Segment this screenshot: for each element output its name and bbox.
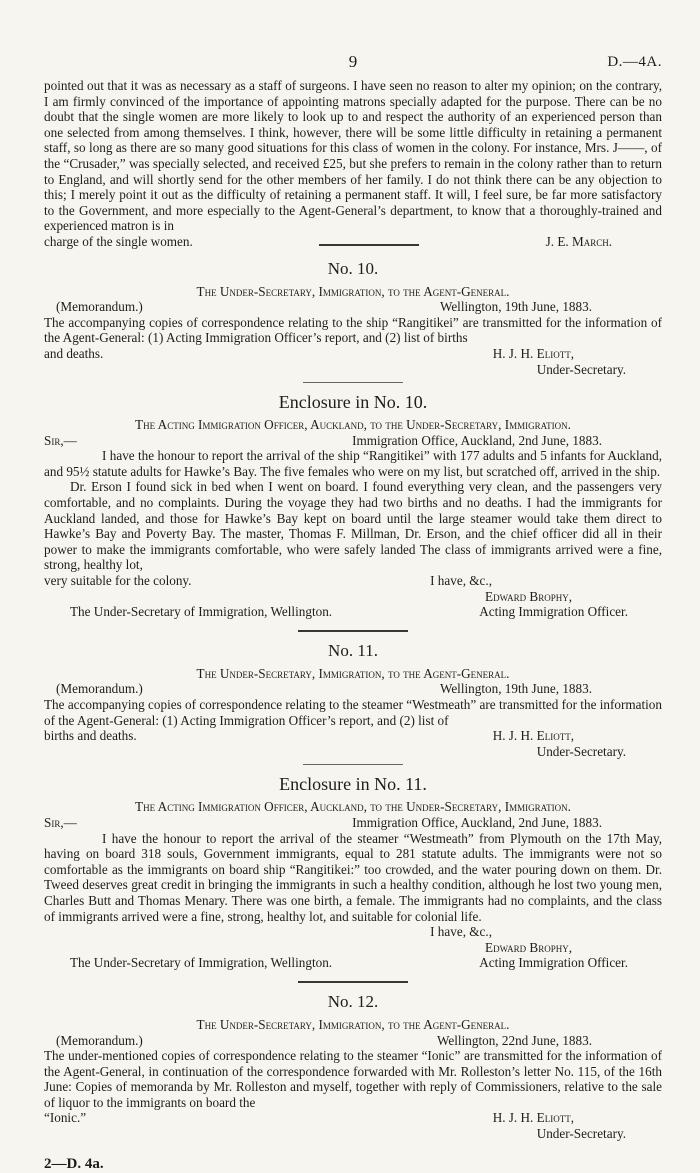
- intro-rule-wrap: [193, 244, 546, 246]
- divider-wrap: [44, 382, 662, 383]
- memo-label: (Memorandum.): [56, 681, 143, 697]
- memo-row: [44, 681, 662, 697]
- from-to-line: The Acting Immigration Officer, Auckland, to the Under-Secretary, Immigration.: [135, 417, 571, 433]
- memo-body: The under-mentioned copies of correspondence relating to the steamer “Ionic” are transmitted for the information of the Agent-General, in continuation of the correspondence forwarded with Mr. Rolleston’s letter No. 115, of the 16th June: Copies of memoranda by Mr. Rolleston and myself, together with reply of Commissioners, relative to the sale of liquor to the immigrants on board the: [44, 1048, 662, 1110]
- signer-name: Edward Brophy,: [485, 588, 572, 604]
- divider: [298, 630, 408, 632]
- section-no-12: [44, 991, 662, 1142]
- divider: [319, 244, 419, 246]
- memo-body: The accompanying copies of correspondence relating to the ship “Rangitikei” are transmitted for the information of the Agent-General: (1) Acting Immigration Officer’s report, and (2) list of births: [44, 314, 662, 346]
- salutation-row: [44, 433, 662, 449]
- signer-title: Acting Immigration Officer.: [479, 955, 628, 971]
- from-to-line: The Under-Secretary, Immigration, to the Agent-General.: [196, 283, 510, 299]
- place-date: Immigration Office, Auckland, 2nd June, 1883.: [352, 432, 602, 448]
- signer-title: Under-Secretary.: [536, 361, 626, 377]
- salutation-row: [44, 815, 662, 831]
- section-enclosure-11: [44, 773, 662, 983]
- signer-title: Under-Secretary.: [536, 743, 626, 759]
- signer-name: H. J. H. Eliott,: [492, 1110, 574, 1126]
- signer-row: [44, 728, 662, 744]
- place-date: Wellington, 19th June, 1883.: [439, 681, 592, 697]
- closing: I have, &c.,: [430, 573, 492, 589]
- divider: [303, 764, 403, 765]
- signer-row: [44, 346, 662, 362]
- signer-title: Under-Secretary.: [536, 1126, 626, 1142]
- section-title: No. 11.: [328, 640, 378, 660]
- page-header: [44, 0, 662, 78]
- intro-section: [44, 78, 662, 250]
- memo-label: (Memorandum.): [56, 299, 143, 315]
- memo-body-last: births and deaths.: [44, 728, 137, 744]
- place-date: Wellington, 19th June, 1883.: [439, 299, 592, 315]
- intro-closing-row: [44, 234, 662, 250]
- section-title: No. 10.: [327, 258, 379, 278]
- divider-wrap: [44, 630, 662, 632]
- letter-paragraph-2: Dr. Erson I found sick in bed when I went on board. I found everything very clean, and the passengers very comfortable, and no complaints. During the voyage they had two births and no deaths. I had the immigrants for Auckland landed, and those for Hawke’s Bay kept on board until the large steamer would take them direct to Hawke’s Bay and Poverty Bay. The master, Thomas F. Millman, Dr. Erson, and the chief officer did all in their power to make the immigrants comfortable, who were safely landed The class of immigrants arrived were a fine, strong, healthy lot,: [44, 479, 662, 573]
- addressee-row: [44, 955, 662, 971]
- memo-row: [44, 1033, 662, 1049]
- signer-name: H. J. H. Eliott,: [492, 728, 574, 744]
- addressee: The Under-Secretary of Immigration, Wellington.: [70, 604, 333, 620]
- divider: [298, 981, 408, 983]
- closing-row: [44, 573, 662, 589]
- printer-signature-mark: 2—D. 4a.: [44, 1155, 104, 1172]
- section-title: Enclosure in No. 11.: [279, 774, 427, 795]
- section-no-10: [44, 258, 662, 384]
- from-to-line: The Under-Secretary, Immigration, to the Agent-General.: [196, 1016, 510, 1032]
- intro-last-line: charge of the single women.: [44, 233, 193, 249]
- signer-name: Edward Brophy,: [485, 939, 572, 955]
- section-enclosure-10: [44, 391, 662, 632]
- from-to-line: The Under-Secretary, Immigration, to the Agent-General.: [196, 665, 510, 681]
- document-reference: D.—4A.: [607, 54, 662, 70]
- letter-paragraph-1: I have the honour to report the arrival of the steamer “Westmeath” from Plymouth on the 17th May, having on board 318 souls, Government immigrants, equal to 281 statute adults. The immigrants were not so comfortable as the immigrants on board ship “Rangitikei:” too crowded, and the water pouring down on them. Dr. Tweed deserves great credit in bringing the immigrants in such a healthy condition, although he lost two young men, Charles Butt and Thomas Menary. There was one birth, a female. The immigrants had no complaints, and the class of immigrants arrived were a fine, strong, healthy lot, and suitable for colonial life.: [44, 830, 662, 924]
- place-date: Wellington, 22nd June, 1883.: [437, 1032, 592, 1048]
- closing: I have, &c.,: [430, 924, 492, 940]
- divider-wrap: [44, 764, 662, 765]
- signer-title: Acting Immigration Officer.: [479, 604, 628, 620]
- memo-body: The accompanying copies of correspondence relating to the steamer “Westmeath” are transmitted for the information of the Agent-General: (1) Acting Immigration Officer’s report, and (2) list of: [44, 697, 662, 728]
- addressee: The Under-Secretary of Immigration, Wellington.: [70, 955, 333, 971]
- salutation: Sir,—: [44, 432, 77, 448]
- memo-row: [44, 299, 662, 315]
- memo-body-last: and deaths.: [44, 345, 104, 361]
- divider-wrap: [44, 981, 662, 983]
- divider: [303, 382, 403, 383]
- section-title: Enclosure in No. 10.: [278, 392, 428, 413]
- from-to-line: The Acting Immigration Officer, Auckland, to the Under-Secretary, Immigration.: [135, 799, 571, 815]
- intro-signature: J. E. March.: [545, 233, 612, 249]
- salutation: Sir,—: [44, 814, 77, 830]
- signer-name: H. J. H. Eliott,: [492, 345, 574, 361]
- memo-label: (Memorandum.): [56, 1032, 143, 1048]
- section-no-11: [44, 640, 662, 766]
- place-date: Immigration Office, Auckland, 2nd June, 1883.: [352, 814, 602, 830]
- memo-body-last: “Ionic.”: [44, 1110, 87, 1126]
- page-number: 9: [348, 52, 358, 71]
- letter-paragraph-2-last: very suitable for the colony.: [44, 573, 192, 589]
- signer-row: [44, 1110, 662, 1126]
- section-title: No. 12.: [327, 991, 379, 1011]
- intro-paragraph: pointed out that it was as necessary as a staff of surgeons. I have seen no reason to alter my opinion; on the contrary, I am firmly convinced of the importance of appointing matrons specially adapted for the purpose. There can be no doubt that the single women are more likely to look up to and respect the authority of an experienced person than one selected from among themselves. I think, however, there will be some little difficulty in retaining a permanent staff, so long as there are so many good situations for this class of women in the colony. For instance, Mrs. J——, of the “Crusader,” was specially selected, and received £25, but she prefers to remain in the colony rather than to return to England, and will shortly send for the other members of her family. I do not think there can be any objection to this; I merely point it out as the difficulty of retaining a permanent staff. It will, I feel sure, be far more satisfactory to the Government, and more especially to the Agent-General’s department, to know that a thoroughly-trained and experienced matron is in: [44, 78, 662, 234]
- addressee-row: [44, 604, 662, 620]
- letter-paragraph-1: I have the honour to report the arrival of the ship “Rangitikei” with 177 adults and 5 infants for Auckland, and 95½ statute adults for Hawke’s Bay. The five females who were on my list, but scratched off, arrived in the ship.: [44, 448, 662, 479]
